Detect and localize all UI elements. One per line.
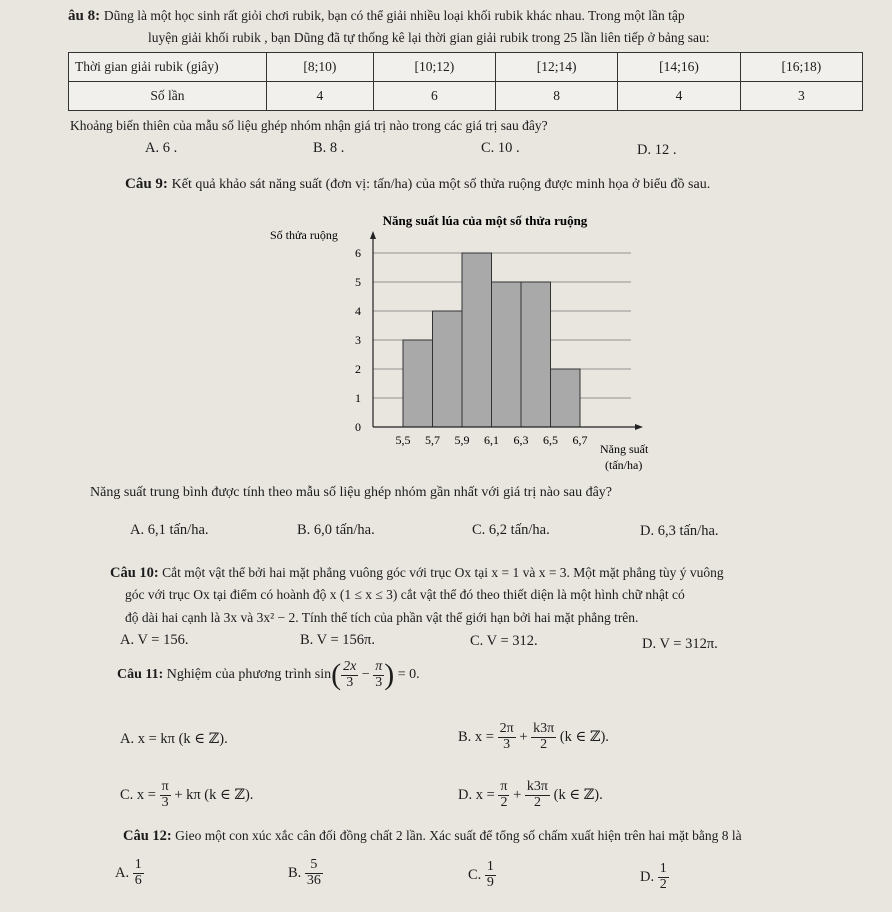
q11-minus: − [358, 667, 374, 683]
table-header-time: Thời gian giải rubik (giây) [69, 53, 267, 82]
q9-question: Năng suất trung bình được tính theo mẫu số liệu ghép nhóm gần nhất với giá trị nào sau đây? [90, 485, 613, 500]
table-header-count: Số lần [69, 82, 267, 111]
q12-option-c [468, 860, 496, 890]
y-axis-arrow [370, 231, 376, 239]
q10-line3: độ dài hai cạnh là 3x và 3x² − 2. Tính thể tích của phần vật thể giới hạn bởi hai mặt phẳng trên. [125, 610, 639, 625]
q11-frac2-num: π [375, 659, 383, 674]
x-axis-arrow [635, 424, 643, 430]
q8-text-line1: Dũng là một học sinh rất giỏi chơi rubik, bạn có thể giải nhiều loại khối rubik khác nhau. Trong một lần tập [103, 8, 685, 23]
q11-option-b-frac1 [498, 722, 516, 752]
q9-text: Kết quả khảo sát năng suất (đơn vị: tấn/ha) của một số thửa ruộng được minh họa ở biểu đồ sau. [171, 177, 711, 192]
q12-text: Gieo một con xúc xắc cân đối đồng chất 2 lần. Xác suất để tổng số chấm xuất hiện trên hai mặt bằng 8 là [175, 828, 742, 843]
q12-option-a [115, 858, 144, 888]
table-cell: [8;10) [267, 53, 374, 82]
q10-option-c: C. V = 312. [470, 633, 538, 649]
q8-option-c: C. 10 . [481, 140, 520, 156]
q12-option-b-frac [305, 858, 323, 888]
x-tick-label: 5,7 [425, 433, 440, 447]
q10-line1-wrap [110, 565, 724, 582]
q9-intro [125, 176, 710, 193]
option-letter: D. [640, 868, 655, 885]
frac-num: k3π [533, 721, 555, 736]
q11-option-d-frac2 [525, 780, 550, 810]
y-tick-label: 0 [355, 420, 361, 434]
frac-num: 1 [659, 861, 667, 876]
table-cell: [12;14) [496, 53, 618, 82]
q11-paren-close: ) [384, 658, 395, 692]
table-cell: 8 [496, 82, 618, 111]
y-tick-label: 5 [355, 275, 361, 289]
q11-option-c-tail: + kπ (k ∈ ℤ). [174, 786, 254, 803]
y-tick-label: 2 [355, 362, 361, 376]
q9-option-d: D. 6,3 tấn/ha. [640, 523, 719, 539]
y-tick-label: 6 [355, 246, 361, 260]
q10-option-b: B. V = 156π. [300, 632, 375, 648]
q9-option-b: B. 6,0 tấn/ha. [297, 522, 375, 538]
frac-den: 6 [134, 872, 142, 888]
q9-option-a: A. 6,1 tấn/ha. [130, 522, 209, 538]
q11-option-c-lead: C. x = [120, 786, 156, 803]
x-tick-label: 5,9 [454, 433, 470, 447]
q11-option-b-frac2 [531, 722, 556, 752]
q10-option-d: D. V = 312π. [642, 636, 718, 652]
frac-den: 9 [486, 874, 494, 890]
chart-title: Năng suất lúa của một số thửa ruộng [382, 213, 588, 228]
histogram-bar [433, 311, 463, 427]
table-cell: [16;18) [740, 53, 862, 82]
q9-label: Câu 9: [125, 176, 168, 192]
histogram-bar [551, 369, 581, 427]
q8-label: âu 8: [68, 8, 101, 24]
table-cell: 3 [740, 82, 862, 111]
table-cell: [14;16) [618, 53, 740, 82]
frac-den: 2 [500, 794, 508, 810]
q12-label: Câu 12: [123, 828, 172, 844]
chart-yticks [355, 246, 361, 434]
q10-label: Câu 10: [110, 565, 159, 581]
x-tick-label: 6,3 [513, 433, 529, 447]
rubik-table [68, 52, 863, 111]
frac-den: 2 [533, 794, 541, 810]
frac-num: 5 [305, 858, 323, 874]
y-tick-label: 1 [355, 391, 361, 405]
chart-ylabel: Số thửa ruộng [270, 228, 338, 242]
q11-option-d [458, 780, 603, 810]
q11-paren: ( [331, 658, 342, 692]
frac-den: 3 [161, 794, 169, 810]
q11-label: Câu 11: [117, 667, 164, 683]
x-tick-label: 5,5 [395, 433, 411, 447]
plus-sign: + [519, 728, 528, 745]
frac-num: π [161, 779, 169, 794]
frac-num: 1 [486, 859, 494, 874]
frac-num: 1 [134, 857, 142, 872]
option-letter: B. [288, 864, 302, 881]
q8-text-line2: luyện giải khối rubik , bạn Dũng đã tự thống kê lại thời gian giải rubik trong 25 lần liên tiếp ở bảng sau: [148, 30, 710, 45]
q10-line2: góc với trục Ox tại điểm có hoành độ x (1 ≤ x ≤ 3) cắt vật thể đó theo thiết diện là một hình chữ nhật có [125, 587, 685, 602]
frac-den: 36 [306, 872, 321, 888]
histogram-bar [403, 340, 433, 427]
q11-option-c [120, 780, 253, 810]
frac-den: 2 [659, 876, 667, 892]
q10-option-a: A. V = 156. [120, 632, 189, 648]
q11-frac2 [373, 660, 384, 690]
q9-option-c: C. 6,2 tấn/ha. [472, 522, 550, 538]
q8-question: Khoảng biến thiên của mẫu số liệu ghép nhóm nhận giá trị nào trong các giá trị sau đây? [70, 118, 548, 133]
frac-den: 3 [503, 736, 511, 752]
q12-option-a-frac [133, 858, 144, 888]
q11-stem [117, 660, 420, 690]
y-tick-label: 3 [355, 333, 361, 347]
q11-eq-tail: = 0. [397, 667, 420, 683]
q11-frac1-den: 3 [346, 674, 354, 690]
q11-option-b [458, 722, 609, 752]
option-letter: C. [468, 866, 482, 883]
y-tick-label: 4 [355, 304, 361, 318]
table-cell: [10;12) [373, 53, 495, 82]
option-letter: A. [115, 864, 130, 881]
chart-xticks [396, 433, 588, 447]
table-row [69, 53, 863, 82]
frac-num: π [500, 779, 508, 794]
q12-stem [123, 828, 742, 845]
q11-option-d-tail: (k ∈ ℤ). [553, 786, 603, 803]
q11-option-a: A. x = kπ (k ∈ ℤ). [120, 731, 228, 747]
table-cell: 4 [267, 82, 374, 111]
histogram-chart [260, 205, 700, 475]
x-tick-label: 6,7 [572, 433, 588, 447]
x-tick-label: 6,5 [543, 433, 558, 447]
histogram-bar [492, 282, 522, 427]
q11-sin: sin [314, 667, 332, 683]
q8-option-a: A. 6 . [145, 140, 178, 156]
q11-option-c-frac [160, 780, 171, 810]
frac-den: 2 [540, 736, 548, 752]
q11-frac1-num: 2x [343, 659, 357, 674]
q11-option-b-lead: B. x = [458, 728, 494, 745]
frac-num: 2π [499, 721, 514, 736]
histogram-bar [462, 253, 492, 427]
chart-xlabel: Năng suất [600, 442, 649, 456]
q11-option-d-lead: D. x = [458, 786, 495, 803]
frac-num: k3π [526, 779, 548, 794]
q12-option-d [640, 862, 669, 892]
q11-option-d-frac1 [498, 780, 509, 810]
table-row [69, 82, 863, 111]
q10-line1: Cắt một vật thể bởi hai mặt phẳng vuông góc với trục Ox tại x = 1 và x = 3. Một mặt phẳng tùy ý vuông [162, 565, 724, 580]
q8-option-d: D. 12 . [637, 142, 677, 158]
plus-sign: + [513, 786, 522, 803]
table-cell: 6 [373, 82, 495, 111]
q12-option-b [288, 858, 323, 888]
q8-line1 [68, 8, 685, 25]
q12-option-c-frac [485, 860, 496, 890]
chart-xlabel-unit: (tấn/ha) [605, 458, 643, 472]
table-cell: 4 [618, 82, 740, 111]
q11-text: Nghiệm của phương trình [166, 667, 312, 683]
x-tick-label: 6,1 [484, 433, 499, 447]
histogram-bar [521, 282, 551, 427]
q12-option-d-frac [658, 862, 669, 892]
q11-frac2-den: 3 [375, 674, 383, 690]
q11-frac1 [341, 660, 358, 690]
q11-option-b-tail: (k ∈ ℤ). [559, 728, 609, 745]
q8-option-b: B. 8 . [313, 140, 345, 156]
